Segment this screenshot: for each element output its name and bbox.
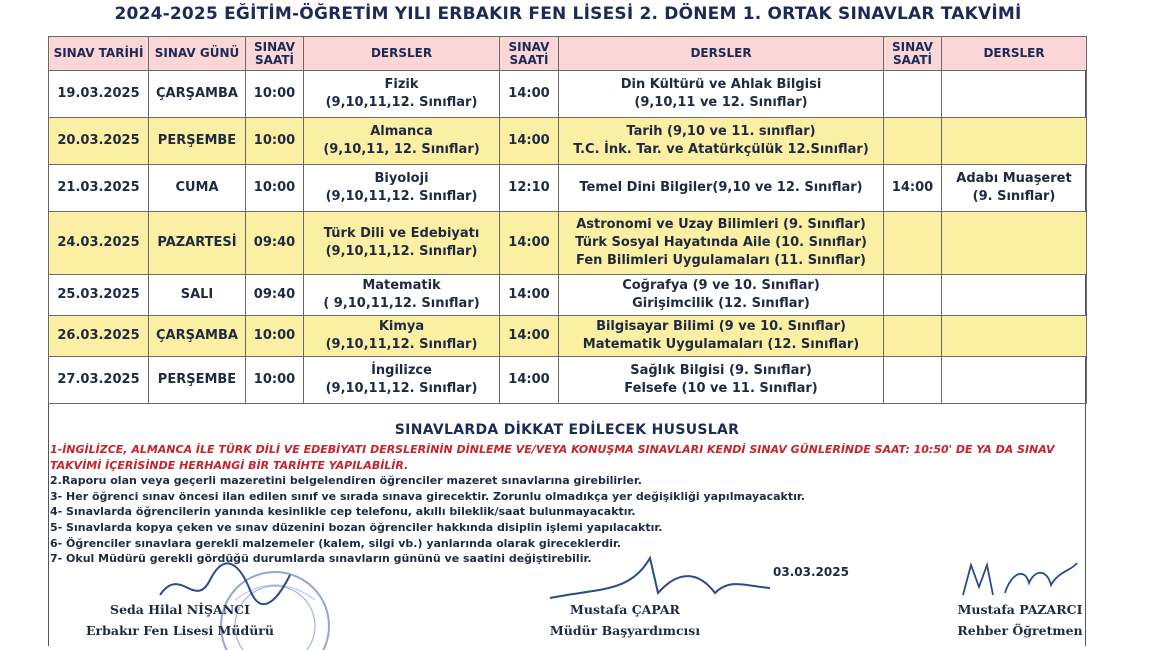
course-line: Türk Sosyal Hayatında Aile (10. Sınıflar) (575, 235, 867, 250)
exam-time-1-cell: 10:00 (246, 118, 304, 165)
signature-counselor (920, 602, 1120, 638)
exam-date-cell: 26.03.2025 (49, 316, 149, 357)
note-item: TAKVİMİ İÇERİSİNDE HERHANGİ BİR TARİHTE YAPILABİLİR. (50, 458, 409, 472)
header-exam-time-3: SINAV SAATİ (884, 37, 942, 71)
header-exam-day: SINAV GÜNÜ (149, 37, 246, 71)
courses-3-cell (942, 275, 1087, 316)
course-line: Bilgisayar Bilimi (9 ve 10. Sınıflar) (596, 319, 846, 334)
course-line: (9,10,11,12. Sınıflar) (325, 381, 478, 396)
table-row (49, 118, 1087, 165)
course-line: (9,10,11,12. Sınıflar) (325, 95, 478, 110)
table-header-row (49, 37, 1087, 71)
courses-3-cell (942, 165, 1087, 212)
exam-date-cell: 21.03.2025 (49, 165, 149, 212)
courses-1-cell (304, 165, 500, 212)
note-item: 4- Sınavlarda öğrencilerin yanında kesinlikle cep telefonu, akıllı bileklik/saat bulunmayacaktır. (50, 505, 636, 519)
exam-day-cell: PERŞEMBE (149, 118, 246, 165)
course-line: (9,10,11,12. Sınıflar) (325, 337, 478, 352)
exam-time-2-cell: 14:00 (500, 212, 559, 275)
signatory-name: Mustafa PAZARCI (957, 602, 1083, 617)
course-line: Adabı Muaşeret (956, 171, 1072, 186)
courses-3-cell (942, 212, 1087, 275)
courses-3-cell (942, 357, 1087, 404)
note-item: 7- Okul Müdürü gerekli gördüğü durumlarda sınavların gününü ve saatini değiştirebilir. (50, 552, 592, 566)
exam-time-3-cell: 14:00 (884, 165, 942, 212)
exam-time-2-cell: 12:10 (500, 165, 559, 212)
exam-time-1-cell: 10:00 (246, 71, 304, 118)
course-line: (9,10,11,12. Sınıflar) (325, 244, 478, 259)
course-line: Sağlık Bilgisi (9. Sınıflar) (630, 363, 812, 378)
exam-time-3-cell (884, 212, 942, 275)
signing-date: 03.03.2025 (773, 565, 849, 579)
courses-1-cell (304, 275, 500, 316)
note-item: 3- Her öğrenci sınav öncesi ilan edilen sınıf ve sırada sınava girecektir. Zorunlu olmadıkça yer değişikliği yapılmayacaktır. (50, 489, 805, 503)
courses-1-cell (304, 118, 500, 165)
table-row (49, 357, 1087, 404)
exam-time-2-cell: 14:00 (500, 118, 559, 165)
exam-time-3-cell (884, 71, 942, 118)
exam-day-cell: SALI (149, 275, 246, 316)
course-line: Din Kültürü ve Ahlak Bilgisi (620, 77, 822, 92)
courses-1-cell (304, 71, 500, 118)
courses-2-cell (559, 118, 884, 165)
notes-list (50, 442, 1080, 567)
course-line: (9,10,11 ve 12. Sınıflar) (634, 95, 808, 110)
exam-date-cell: 20.03.2025 (49, 118, 149, 165)
exam-day-cell: PERŞEMBE (149, 357, 246, 404)
header-courses-3: DERSLER (942, 37, 1087, 71)
course-line: Tarih (9,10 ve 11. sınıflar) (626, 124, 816, 139)
exam-day-cell: ÇARŞAMBA (149, 71, 246, 118)
header-courses-2: DERSLER (559, 37, 884, 71)
course-line: Fen Bilimleri Uygulamaları (11. Sınıflar) (576, 253, 866, 268)
course-line: (9,10,11, 12. Sınıflar) (323, 142, 480, 157)
notes-title: SINAVLARDA DİKKAT EDİLECEK HUSUSLAR (394, 422, 740, 438)
exam-time-2-cell: 14:00 (500, 316, 559, 357)
signatory-role: Müdür Başyardımcısı (549, 623, 701, 638)
exam-date-cell: 25.03.2025 (49, 275, 149, 316)
course-line: T.C. İnk. Tar. ve Atatürkçülük 12.Sınıflar) (573, 142, 869, 157)
exam-time-2-cell: 14:00 (500, 71, 559, 118)
exam-time-3-cell (884, 275, 942, 316)
signatory-role: Rehber Öğretmen (957, 623, 1083, 638)
signature-vice-principal (500, 602, 750, 638)
signatory-name: Mustafa ÇAPAR (570, 602, 680, 617)
course-line: Coğrafya (9 ve 10. Sınıflar) (622, 278, 820, 293)
note-item: 5- Sınavlarda kopya çeken ve sınav düzenini bozan öğrenciler hakkında disiplin işlemi yapılacaktır. (50, 520, 663, 534)
signatory-role: Erbakır Fen Lisesi Müdürü (86, 623, 274, 638)
table-row (49, 316, 1087, 357)
signature-principal (60, 602, 300, 638)
courses-2-cell (559, 165, 884, 212)
course-line: ( 9,10,11,12. Sınıflar) (323, 296, 480, 311)
course-line: Astronomi ve Uzay Bilimleri (9. Sınıflar) (576, 217, 866, 232)
courses-1-cell (304, 316, 500, 357)
courses-2-cell (559, 316, 884, 357)
signatory-name: Seda Hilal NİŞANCI (110, 602, 250, 617)
courses-3-cell (942, 118, 1087, 165)
exam-schedule-table (48, 36, 1087, 404)
course-line: Matematik Uygulamaları (12. Sınıflar) (582, 337, 860, 352)
header-exam-time-2: SINAV SAATİ (500, 37, 559, 71)
exam-time-2-cell: 14:00 (500, 357, 559, 404)
exam-time-1-cell: 09:40 (246, 275, 304, 316)
courses-2-cell (559, 212, 884, 275)
courses-2-cell (559, 275, 884, 316)
table-row (49, 212, 1087, 275)
course-line: Fizik (384, 77, 419, 92)
page-title: 2024-2025 EĞİTİM-ÖĞRETİM YILI ERBAKIR FEN LİSESİ 2. DÖNEM 1. ORTAK SINAVLAR TAKVİMİ (114, 4, 1022, 24)
header-courses-1: DERSLER (304, 37, 500, 71)
exam-time-2-cell: 14:00 (500, 275, 559, 316)
courses-2-cell (559, 357, 884, 404)
table-row (49, 71, 1087, 118)
course-line: Biyoloji (374, 171, 429, 186)
course-line: Türk Dili ve Edebiyatı (323, 226, 480, 241)
exam-time-1-cell: 10:00 (246, 316, 304, 357)
courses-1-cell (304, 357, 500, 404)
courses-2-cell (559, 71, 884, 118)
courses-1-cell (304, 212, 500, 275)
course-line: Kimya (378, 319, 425, 334)
schedule-body (49, 71, 1087, 404)
course-line: Matematik (362, 278, 441, 293)
course-line: (9,10,11,12. Sınıflar) (325, 189, 478, 204)
header-exam-date: SINAV TARİHİ (49, 37, 149, 71)
exam-time-1-cell: 09:40 (246, 212, 304, 275)
table-row (49, 275, 1087, 316)
exam-date-cell: 19.03.2025 (49, 71, 149, 118)
note-item: 6- Öğrenciler sınavlara gerekli malzemeler (kalem, silgi vb.) yanlarında olarak gireceklerdir. (50, 536, 621, 550)
course-line: Almanca (370, 124, 433, 139)
exam-time-3-cell (884, 316, 942, 357)
exam-date-cell: 24.03.2025 (49, 212, 149, 275)
header-exam-time-1: SINAV SAATİ (246, 37, 304, 71)
table-row (49, 165, 1087, 212)
exam-time-1-cell: 10:00 (246, 357, 304, 404)
course-line: Temel Dini Bilgiler(9,10 ve 12. Sınıflar) (579, 180, 863, 195)
exam-date-cell: 27.03.2025 (49, 357, 149, 404)
note-item: 1-İNGİLİZCE, ALMANCA İLE TÜRK DİLİ VE EDEBİYATI DERSLERİNİN DİNLEME VE/VEYA KONUŞMA SINAVLARI KENDİ SINAV GÜNLERİNDE SAAT: 10:50' DE YA DA SINAV (50, 443, 1055, 456)
exam-time-1-cell: 10:00 (246, 165, 304, 212)
course-line: (9. Sınıflar) (972, 189, 1056, 204)
course-line: Felsefe (10 ve 11. Sınıflar) (624, 381, 818, 396)
exam-day-cell: PAZARTESİ (149, 212, 246, 275)
exam-time-3-cell (884, 118, 942, 165)
exam-day-cell: CUMA (149, 165, 246, 212)
exam-day-cell: ÇARŞAMBA (149, 316, 246, 357)
note-item: 2.Raporu olan veya geçerli mazeretini belgelendiren öğrenciler mazeret sınavlarına girebilirler. (50, 474, 642, 488)
exam-time-3-cell (884, 357, 942, 404)
course-line: Girişimcilik (12. Sınıflar) (632, 296, 810, 311)
courses-3-cell (942, 316, 1087, 357)
courses-3-cell (942, 71, 1087, 118)
course-line: İngilizce (371, 363, 432, 378)
